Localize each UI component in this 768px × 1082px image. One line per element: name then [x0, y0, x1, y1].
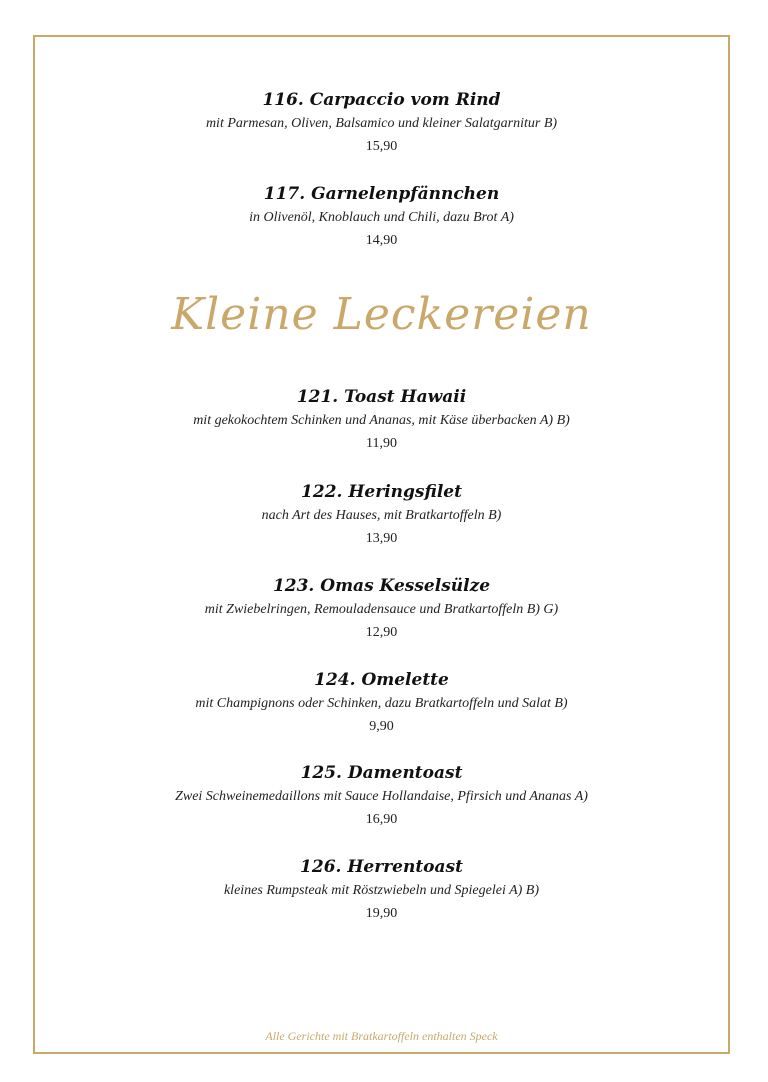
- menu-item-description: mit Parmesan, Oliven, Balsamico und kleiner Salatgarnitur B): [205, 116, 558, 131]
- menu-item-description: mit gekokochtem Schinken und Ananas, mit Käse überbacken A) B): [193, 413, 570, 428]
- menu-item-price: 19,90: [365, 906, 398, 921]
- menu-item-price: 15,90: [365, 139, 398, 154]
- menu-item-title: 117. Garnelenpfännchen: [263, 184, 500, 204]
- menu-item: [33, 575, 730, 644]
- menu-item-title: 124. Omelette: [314, 670, 449, 690]
- menu-item-description: in Olivenöl, Knoblauch und Chili, dazu Brot A): [249, 210, 514, 225]
- menu-item-title: 122. Heringsfilet: [301, 482, 462, 502]
- menu-item: [33, 386, 730, 455]
- footer-note: Alle Gerichte mit Bratkartoffeln enthalten Speck: [265, 1029, 498, 1043]
- menu-item-price: 16,90: [365, 812, 398, 827]
- menu-item-description: mit Champignons oder Schinken, dazu Bratkartoffeln und Salat B): [195, 696, 568, 711]
- menu-item-price: 12,90: [365, 625, 398, 640]
- menu-item-price: 13,90: [365, 531, 398, 546]
- menu-item-title: 116. Carpaccio vom Rind: [262, 90, 501, 110]
- menu-item-title: 125. Damentoast: [300, 763, 463, 783]
- menu-item: [33, 183, 730, 252]
- menu-item-description: nach Art des Hauses, mit Bratkartoffeln B): [261, 508, 502, 523]
- menu-item-price: 9,90: [369, 719, 394, 734]
- menu-item: [33, 89, 730, 158]
- menu-content: [33, 0, 730, 1082]
- menu-item-price: 14,90: [365, 233, 398, 248]
- menu-item: [33, 481, 730, 550]
- menu-item-title: 126. Herrentoast: [300, 857, 463, 877]
- menu-item: [33, 762, 730, 831]
- menu-item: [33, 669, 730, 738]
- menu-item-description: Zwei Schweinemedaillons mit Sauce Hollandaise, Pfirsich und Ananas A): [175, 789, 588, 804]
- section-heading: Kleine Leckereien: [171, 289, 592, 340]
- menu-item-price: 11,90: [366, 436, 397, 451]
- menu-item-description: kleines Rumpsteak mit Röstzwiebeln und Spiegelei A) B): [223, 883, 540, 898]
- menu-item-title: 123. Omas Kesselsülze: [272, 576, 491, 596]
- menu-item-title: 121. Toast Hawaii: [296, 387, 467, 407]
- menu-item-description: mit Zwiebelringen, Remouladensauce und Bratkartoffeln B) G): [204, 602, 559, 617]
- menu-item: [33, 856, 730, 925]
